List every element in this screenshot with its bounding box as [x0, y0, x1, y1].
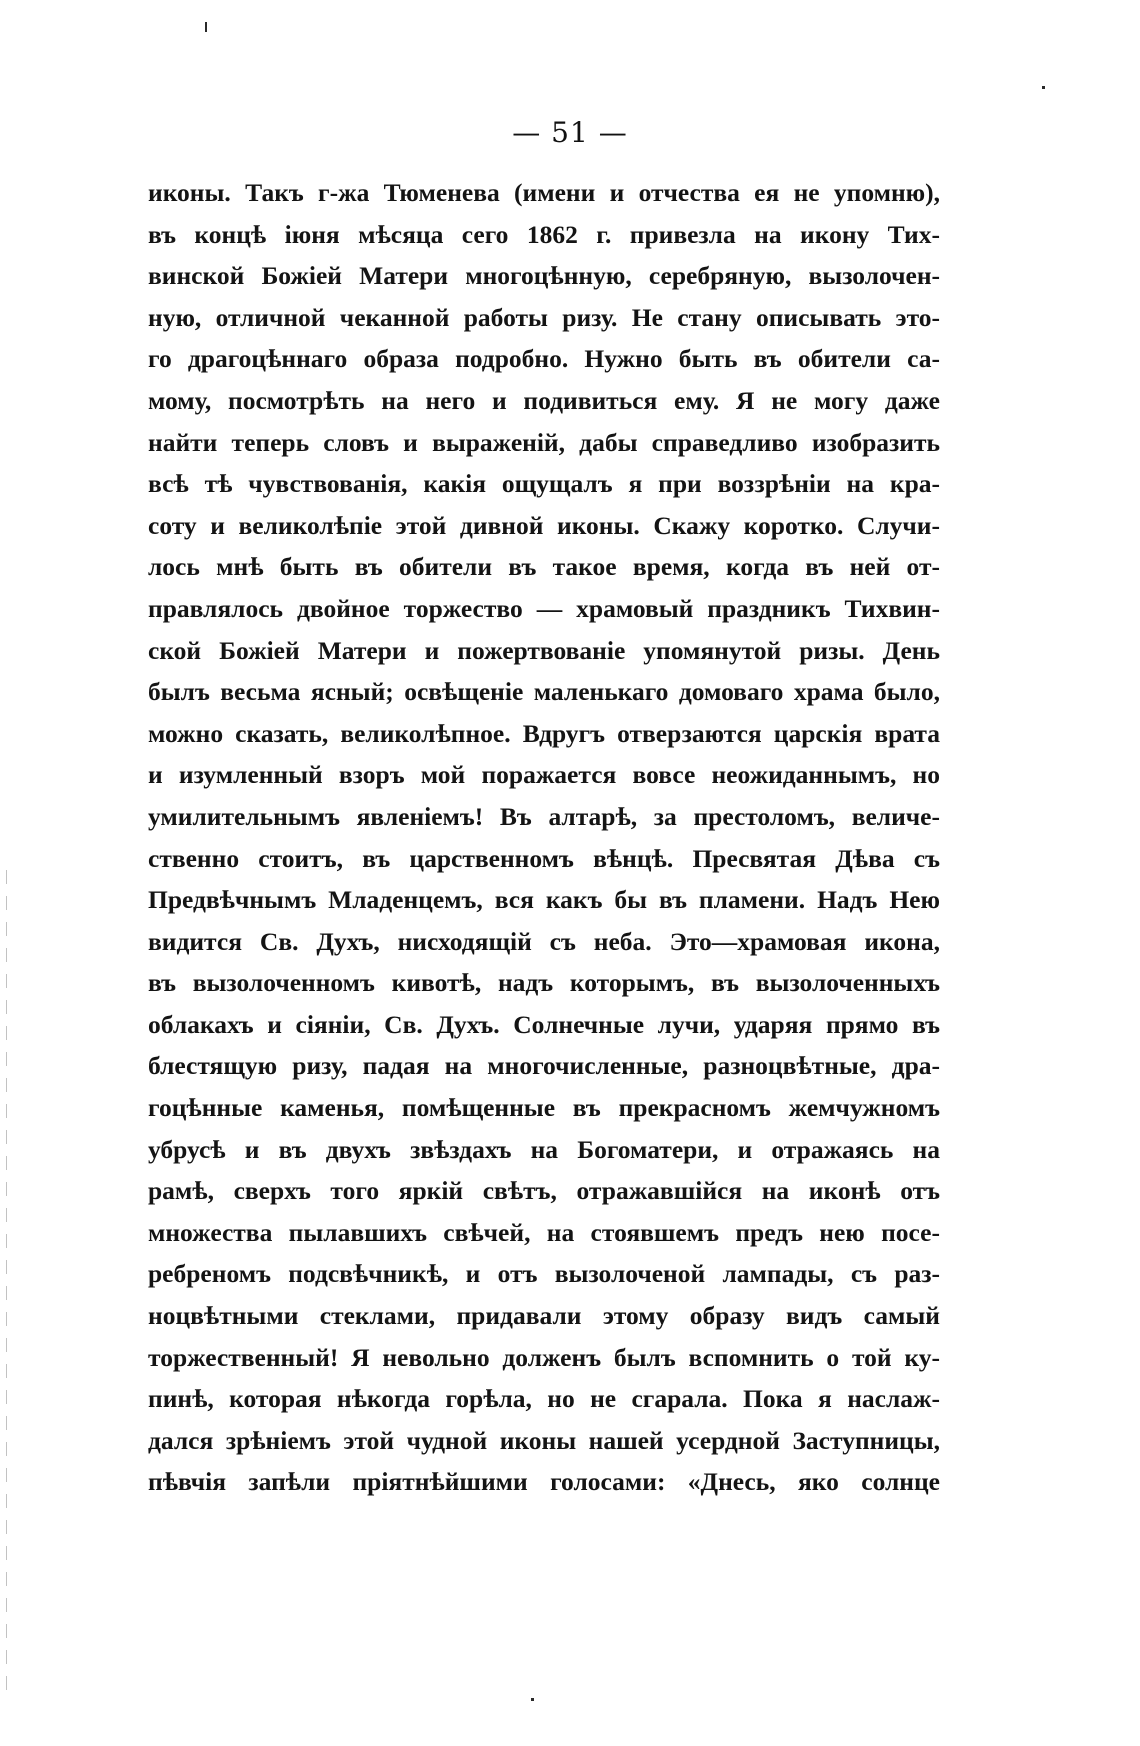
text-line: можно сказать, великолѣпное. Вдругъ отверзаются царскія врата — [148, 718, 940, 748]
text-line: блестящую ризу, падая на многочисленные, разноцвѣтные, дра- — [148, 1051, 940, 1081]
text-line: пинѣ, которая нѣкогда горѣла, но не сгарала. Пока я наслаж- — [148, 1384, 940, 1414]
text-line: лось мнѣ быть въ обители въ такое время, когда въ ней от- — [148, 552, 940, 582]
body-text — [148, 172, 940, 1503]
text-line: дался зрѣніемъ этой чудной иконы нашей усердной Заступницы, — [148, 1425, 940, 1455]
text-line: облакахъ и сіяніи, Св. Духъ. Солнечные лучи, ударяя прямо въ — [148, 1009, 940, 1039]
text-line: рамѣ, сверхъ того яркій свѣтъ, отражавшійся на иконѣ отъ — [148, 1176, 940, 1206]
text-line: мому, посмотрѣть на него и подивиться ему. Я не могу даже — [148, 385, 940, 415]
text-line: го драгоцѣннаго образа подробно. Нужно быть въ обители са- — [148, 344, 940, 374]
text-line: гоцѣнные каменья, помѣщенные въ прекрасномъ жемчужномъ — [148, 1093, 940, 1123]
ink-speck — [205, 22, 207, 32]
text-line: торжественный! Я невольно долженъ былъ вспомнить о той ку- — [148, 1342, 940, 1372]
text-line: ноцвѣтными стеклами, придавали этому образу видъ самый — [148, 1301, 940, 1331]
text-line: всѣ тѣ чувствованія, какія ощущалъ я при воззрѣніи на кра- — [148, 469, 940, 499]
text-line: въ вызолоченномъ кивотѣ, надъ которымъ, въ вызолоченныхъ — [148, 968, 940, 998]
text-line: видится Св. Духъ, нисходящій съ неба. Это—храмовая икона, — [148, 926, 940, 956]
text-line: иконы. Такъ г-жа Тюменева (имени и отчества ея не упомню), — [148, 178, 940, 207]
text-line: найти теперь словъ и выраженій, дабы справедливо изобразить — [148, 427, 940, 457]
text-line: въ концѣ іюня мѣсяца сего 1862 г. привезла на икону Тих- — [148, 219, 940, 249]
text-line: соту и великолѣпіе этой дивной иконы. Скажу коротко. Случи- — [148, 510, 940, 540]
text-line: пѣвчія запѣли пріятнѣйшими голосами: «Днесь, яко солнце — [148, 1467, 940, 1497]
text-line: ской Божіей Матери и пожертвованіе упомянутой ризы. День — [148, 635, 940, 665]
text-line: Предвѣчнымъ Младенцемъ, вся какъ бы въ пламени. Надъ Нею — [148, 885, 940, 915]
ink-speck — [1042, 86, 1045, 89]
text-line: ную, отличной чеканной работы ризу. Не стану описывать это- — [148, 302, 940, 332]
page-number: — 51 — — [512, 116, 628, 149]
text-line: винской Божіей Матери многоцѣнную, серебряную, вызолочен- — [148, 261, 940, 291]
text-line: убрусѣ и въ двухъ звѣздахъ на Богоматери, и отражаясь на — [148, 1134, 940, 1164]
text-line: ребреномъ подсвѣчникѣ, и отъ вызолоченой лампады, съ раз- — [148, 1259, 940, 1289]
text-line: множества пылавшихъ свѣчей, на стоявшемъ предъ нею посе- — [148, 1217, 940, 1247]
ink-speck — [531, 1698, 534, 1701]
text-line: былъ весьма ясный; освѣщеніе маленькаго домоваго храма было, — [148, 677, 940, 707]
text-line: правлялось двойное торжество — храмовый праздникъ Тихвин- — [148, 593, 940, 623]
text-line: и изумленный взоръ мой поражается вовсе неожиданнымъ, но — [148, 760, 940, 790]
margin-shadow — [6, 870, 7, 1690]
text-line: умилительнымъ явленіемъ! Въ алтарѣ, за престоломъ, величе- — [148, 801, 940, 831]
text-line: ственно стоитъ, въ царственномъ вѣнцѣ. Пресвятая Дѣва съ — [148, 843, 940, 873]
